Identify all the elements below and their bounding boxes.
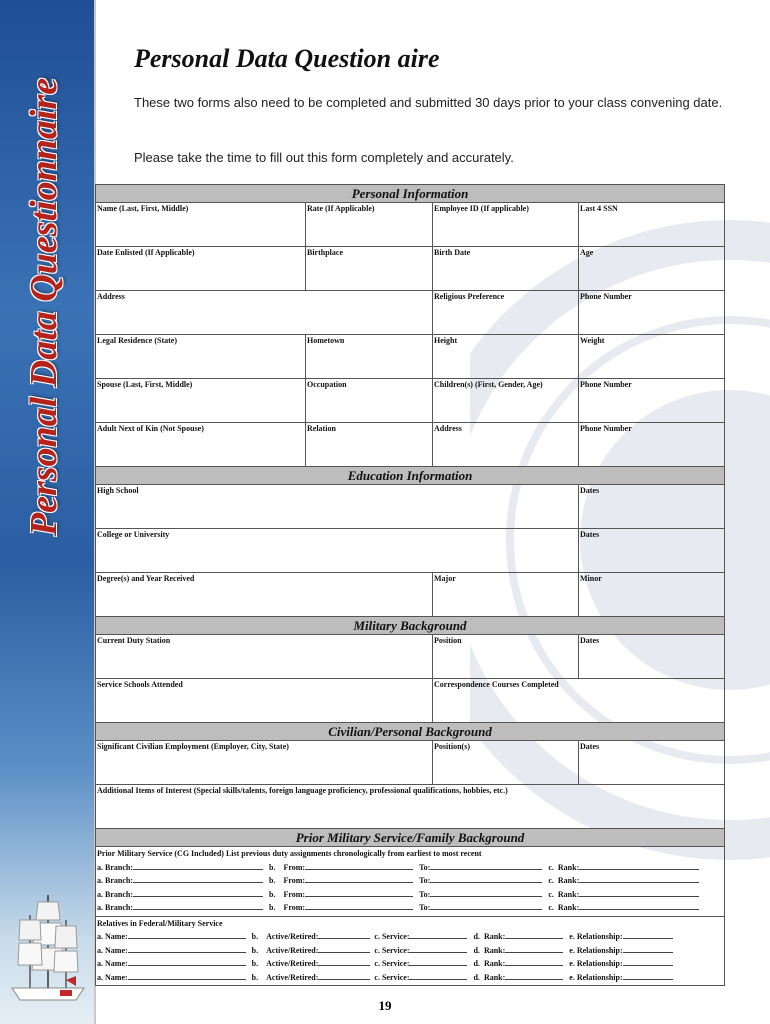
position-field[interactable]: Position xyxy=(433,635,579,679)
service-label: c. Service: xyxy=(374,959,410,968)
phone-number-field[interactable]: Phone Number xyxy=(579,291,725,335)
height-field[interactable]: Height xyxy=(433,335,579,379)
rank-label: Rank: xyxy=(557,876,580,885)
relationship-input[interactable] xyxy=(623,971,673,980)
rank-label: Rank: xyxy=(483,945,506,955)
relative-name-input[interactable] xyxy=(128,930,246,939)
d-label: d. xyxy=(473,959,480,968)
active-retired-input[interactable] xyxy=(318,944,370,953)
correspondence-courses-field[interactable]: Correspondence Courses Completed xyxy=(433,679,725,723)
d-label: d. xyxy=(473,972,480,982)
service-label: c. Service: xyxy=(374,932,410,941)
next-of-kin-field[interactable]: Adult Next of Kin (Not Spouse) xyxy=(96,423,306,467)
relatives-rows[interactable] xyxy=(97,930,723,984)
duty-dates-field[interactable]: Dates xyxy=(579,635,725,679)
section-heading-personal: Personal Information xyxy=(96,185,725,203)
prior-service-intro: Prior Military Service (CG Included) List previous duty assignments chronologically from earliest to most recent xyxy=(97,849,482,858)
relationship-label: e. Relationship: xyxy=(569,932,623,941)
b-label: b. xyxy=(251,945,259,955)
relatives-block xyxy=(96,916,725,986)
active-retired-input[interactable] xyxy=(318,971,370,980)
from-input[interactable] xyxy=(305,901,413,910)
active-retired-label: Active/Retired: xyxy=(266,945,319,955)
to-input[interactable] xyxy=(430,874,542,883)
page-title: Personal Data Question aire xyxy=(134,44,440,73)
service-input[interactable] xyxy=(409,944,467,953)
duty-station-field[interactable]: Current Duty Station xyxy=(96,635,433,679)
birthplace-field[interactable]: Birthplace xyxy=(306,247,433,291)
rank-label: Rank: xyxy=(557,903,580,912)
college-dates-field[interactable]: Dates xyxy=(579,529,725,573)
relationship-input[interactable] xyxy=(623,957,673,966)
to-label: To: xyxy=(419,876,431,885)
service-input[interactable] xyxy=(409,957,467,966)
to-label: To: xyxy=(419,889,431,899)
civilian-dates-field[interactable]: Dates xyxy=(579,741,725,785)
active-retired-label: Active/Retired: xyxy=(266,959,319,968)
relative-name-label: a. Name: xyxy=(97,945,128,955)
active-retired-label: Active/Retired: xyxy=(266,972,319,982)
branch-input[interactable] xyxy=(133,861,263,870)
rank-label: Rank: xyxy=(483,959,506,968)
branch-label: a. Branch: xyxy=(97,903,133,912)
employee-id-field[interactable]: Employee ID (If applicable) xyxy=(433,203,579,247)
rank-input[interactable] xyxy=(579,874,699,883)
branch-input[interactable] xyxy=(133,901,263,910)
civilian-position-field[interactable]: Position(s) xyxy=(433,741,579,785)
active-retired-input[interactable] xyxy=(318,930,370,939)
intro-text: These two forms also need to be completed and submitted 30 days prior to your class convening date. xyxy=(134,95,723,110)
rank-input[interactable] xyxy=(505,957,563,966)
branch-input[interactable] xyxy=(133,888,263,897)
service-label: c. Service: xyxy=(374,945,410,955)
instruction-text: Please take the time to fill out this form completely and accurately. xyxy=(134,150,514,165)
page-number: 19 xyxy=(378,998,392,1013)
spouse-field[interactable]: Spouse (Last, First, Middle) xyxy=(96,379,306,423)
relative-row xyxy=(97,971,723,985)
active-retired-label: Active/Retired: xyxy=(266,932,319,941)
relative-name-label: a. Name: xyxy=(97,972,128,982)
from-label: From: xyxy=(283,862,306,872)
b-label: b. xyxy=(269,889,276,899)
to-input[interactable] xyxy=(430,901,542,910)
age-field[interactable]: Age xyxy=(579,247,725,291)
rank-input[interactable] xyxy=(579,861,699,870)
kin-address-field[interactable]: Address xyxy=(433,423,579,467)
prior-service-row xyxy=(97,874,723,888)
relation-field[interactable]: Relation xyxy=(306,423,433,467)
occupation-field[interactable]: Occupation xyxy=(306,379,433,423)
from-label: From: xyxy=(283,889,306,899)
relative-row xyxy=(97,930,723,944)
c-label: c. xyxy=(548,862,554,872)
to-label: To: xyxy=(419,862,431,872)
rank-input[interactable] xyxy=(505,930,563,939)
name-field[interactable]: Name (Last, First, Middle) xyxy=(96,203,306,247)
relative-name-input[interactable] xyxy=(128,957,246,966)
relative-name-input[interactable] xyxy=(128,944,246,953)
rank-input[interactable] xyxy=(579,888,699,897)
service-input[interactable] xyxy=(409,971,467,980)
minor-field[interactable]: Minor xyxy=(579,573,725,617)
service-input[interactable] xyxy=(409,930,467,939)
to-input[interactable] xyxy=(430,861,542,870)
college-field[interactable]: College or University xyxy=(96,529,579,573)
relative-row xyxy=(97,944,723,958)
personal-data-form xyxy=(95,184,725,986)
address-field[interactable]: Address xyxy=(96,291,433,335)
relative-name-input[interactable] xyxy=(128,971,246,980)
degree-field[interactable]: Degree(s) and Year Received xyxy=(96,573,433,617)
b-label: b. xyxy=(251,932,259,941)
prior-service-block xyxy=(96,847,725,917)
from-label: From: xyxy=(283,876,306,885)
prior-service-row xyxy=(97,901,723,915)
b-label: b. xyxy=(269,862,276,872)
high-school-field[interactable]: High School xyxy=(96,485,579,529)
branch-label: a. Branch: xyxy=(97,889,133,899)
from-label: From: xyxy=(283,903,306,912)
relatives-intro: Relatives in Federal/Military Service xyxy=(97,918,223,928)
service-label: c. Service: xyxy=(374,972,410,982)
rank-label: Rank: xyxy=(483,932,506,941)
rank-label: Rank: xyxy=(557,862,580,872)
tall-ship-icon xyxy=(8,890,88,1010)
rank-label: Rank: xyxy=(483,972,506,982)
section-heading-education: Education Information xyxy=(96,467,725,485)
relationship-input[interactable] xyxy=(623,944,673,953)
section-heading-civilian: Civilian/Personal Background xyxy=(96,723,725,741)
c-label: c. xyxy=(548,903,554,912)
b-label: b. xyxy=(251,959,259,968)
rank-input[interactable] xyxy=(505,944,563,953)
d-label: d. xyxy=(473,945,480,955)
section-heading-prior-service: Prior Military Service/Family Background xyxy=(96,829,725,847)
service-schools-field[interactable]: Service Schools Attended xyxy=(96,679,433,723)
rank-label: Rank: xyxy=(557,889,580,899)
b-label: b. xyxy=(269,876,276,885)
branch-label: a. Branch: xyxy=(97,862,133,872)
from-input[interactable] xyxy=(305,888,413,897)
prior-service-row xyxy=(97,861,723,875)
c-label: c. xyxy=(548,876,554,885)
prior-service-rows[interactable] xyxy=(97,861,723,915)
relationship-label: e. Relationship: xyxy=(569,945,623,955)
kin-phone-field[interactable]: Phone Number xyxy=(579,423,725,467)
to-label: To: xyxy=(419,903,431,912)
relationship-input[interactable] xyxy=(623,930,673,939)
civilian-employment-field[interactable]: Significant Civilian Employment (Employer, City, State) xyxy=(96,741,433,785)
birth-date-field[interactable]: Birth Date xyxy=(433,247,579,291)
from-input[interactable] xyxy=(305,861,413,870)
rate-field[interactable]: Rate (If Applicable) xyxy=(306,203,433,247)
relative-name-label: a. Name: xyxy=(97,932,128,941)
d-label: d. xyxy=(473,932,480,941)
rank-input[interactable] xyxy=(505,971,563,980)
weight-field[interactable]: Weight xyxy=(579,335,725,379)
relationship-label: e. Relationship: xyxy=(569,972,623,982)
ssn-field[interactable]: Last 4 SSN xyxy=(579,203,725,247)
b-label: b. xyxy=(269,903,276,912)
children-field[interactable]: Children(s) (First, Gender, Age) xyxy=(433,379,579,423)
legal-residence-field[interactable]: Legal Residence (State) xyxy=(96,335,306,379)
relative-row xyxy=(97,957,723,971)
b-label: b. xyxy=(251,972,259,982)
relative-name-label: a. Name: xyxy=(97,959,128,968)
section-heading-military: Military Background xyxy=(96,617,725,635)
high-school-dates-field[interactable]: Dates xyxy=(579,485,725,529)
c-label: c. xyxy=(548,889,554,899)
additional-interests-field[interactable]: Additional Items of Interest (Special skills/talents, foreign language proficiency, professional qualifications, hobbies, etc.) xyxy=(96,785,725,829)
relationship-label: e. Relationship: xyxy=(569,959,623,968)
branch-input[interactable] xyxy=(133,874,263,883)
date-enlisted-field[interactable]: Date Enlisted (If Applicable) xyxy=(96,247,306,291)
religious-preference-field[interactable]: Religious Preference xyxy=(433,291,579,335)
rank-input[interactable] xyxy=(579,901,699,910)
major-field[interactable]: Major xyxy=(433,573,579,617)
active-retired-input[interactable] xyxy=(318,957,370,966)
spouse-phone-field[interactable]: Phone Number xyxy=(579,379,725,423)
sidebar-title: Personal Data Questionnaire xyxy=(23,77,65,537)
prior-service-row xyxy=(97,888,723,902)
branch-label: a. Branch: xyxy=(97,876,133,885)
hometown-field[interactable]: Hometown xyxy=(306,335,433,379)
from-input[interactable] xyxy=(305,874,413,883)
to-input[interactable] xyxy=(430,888,542,897)
